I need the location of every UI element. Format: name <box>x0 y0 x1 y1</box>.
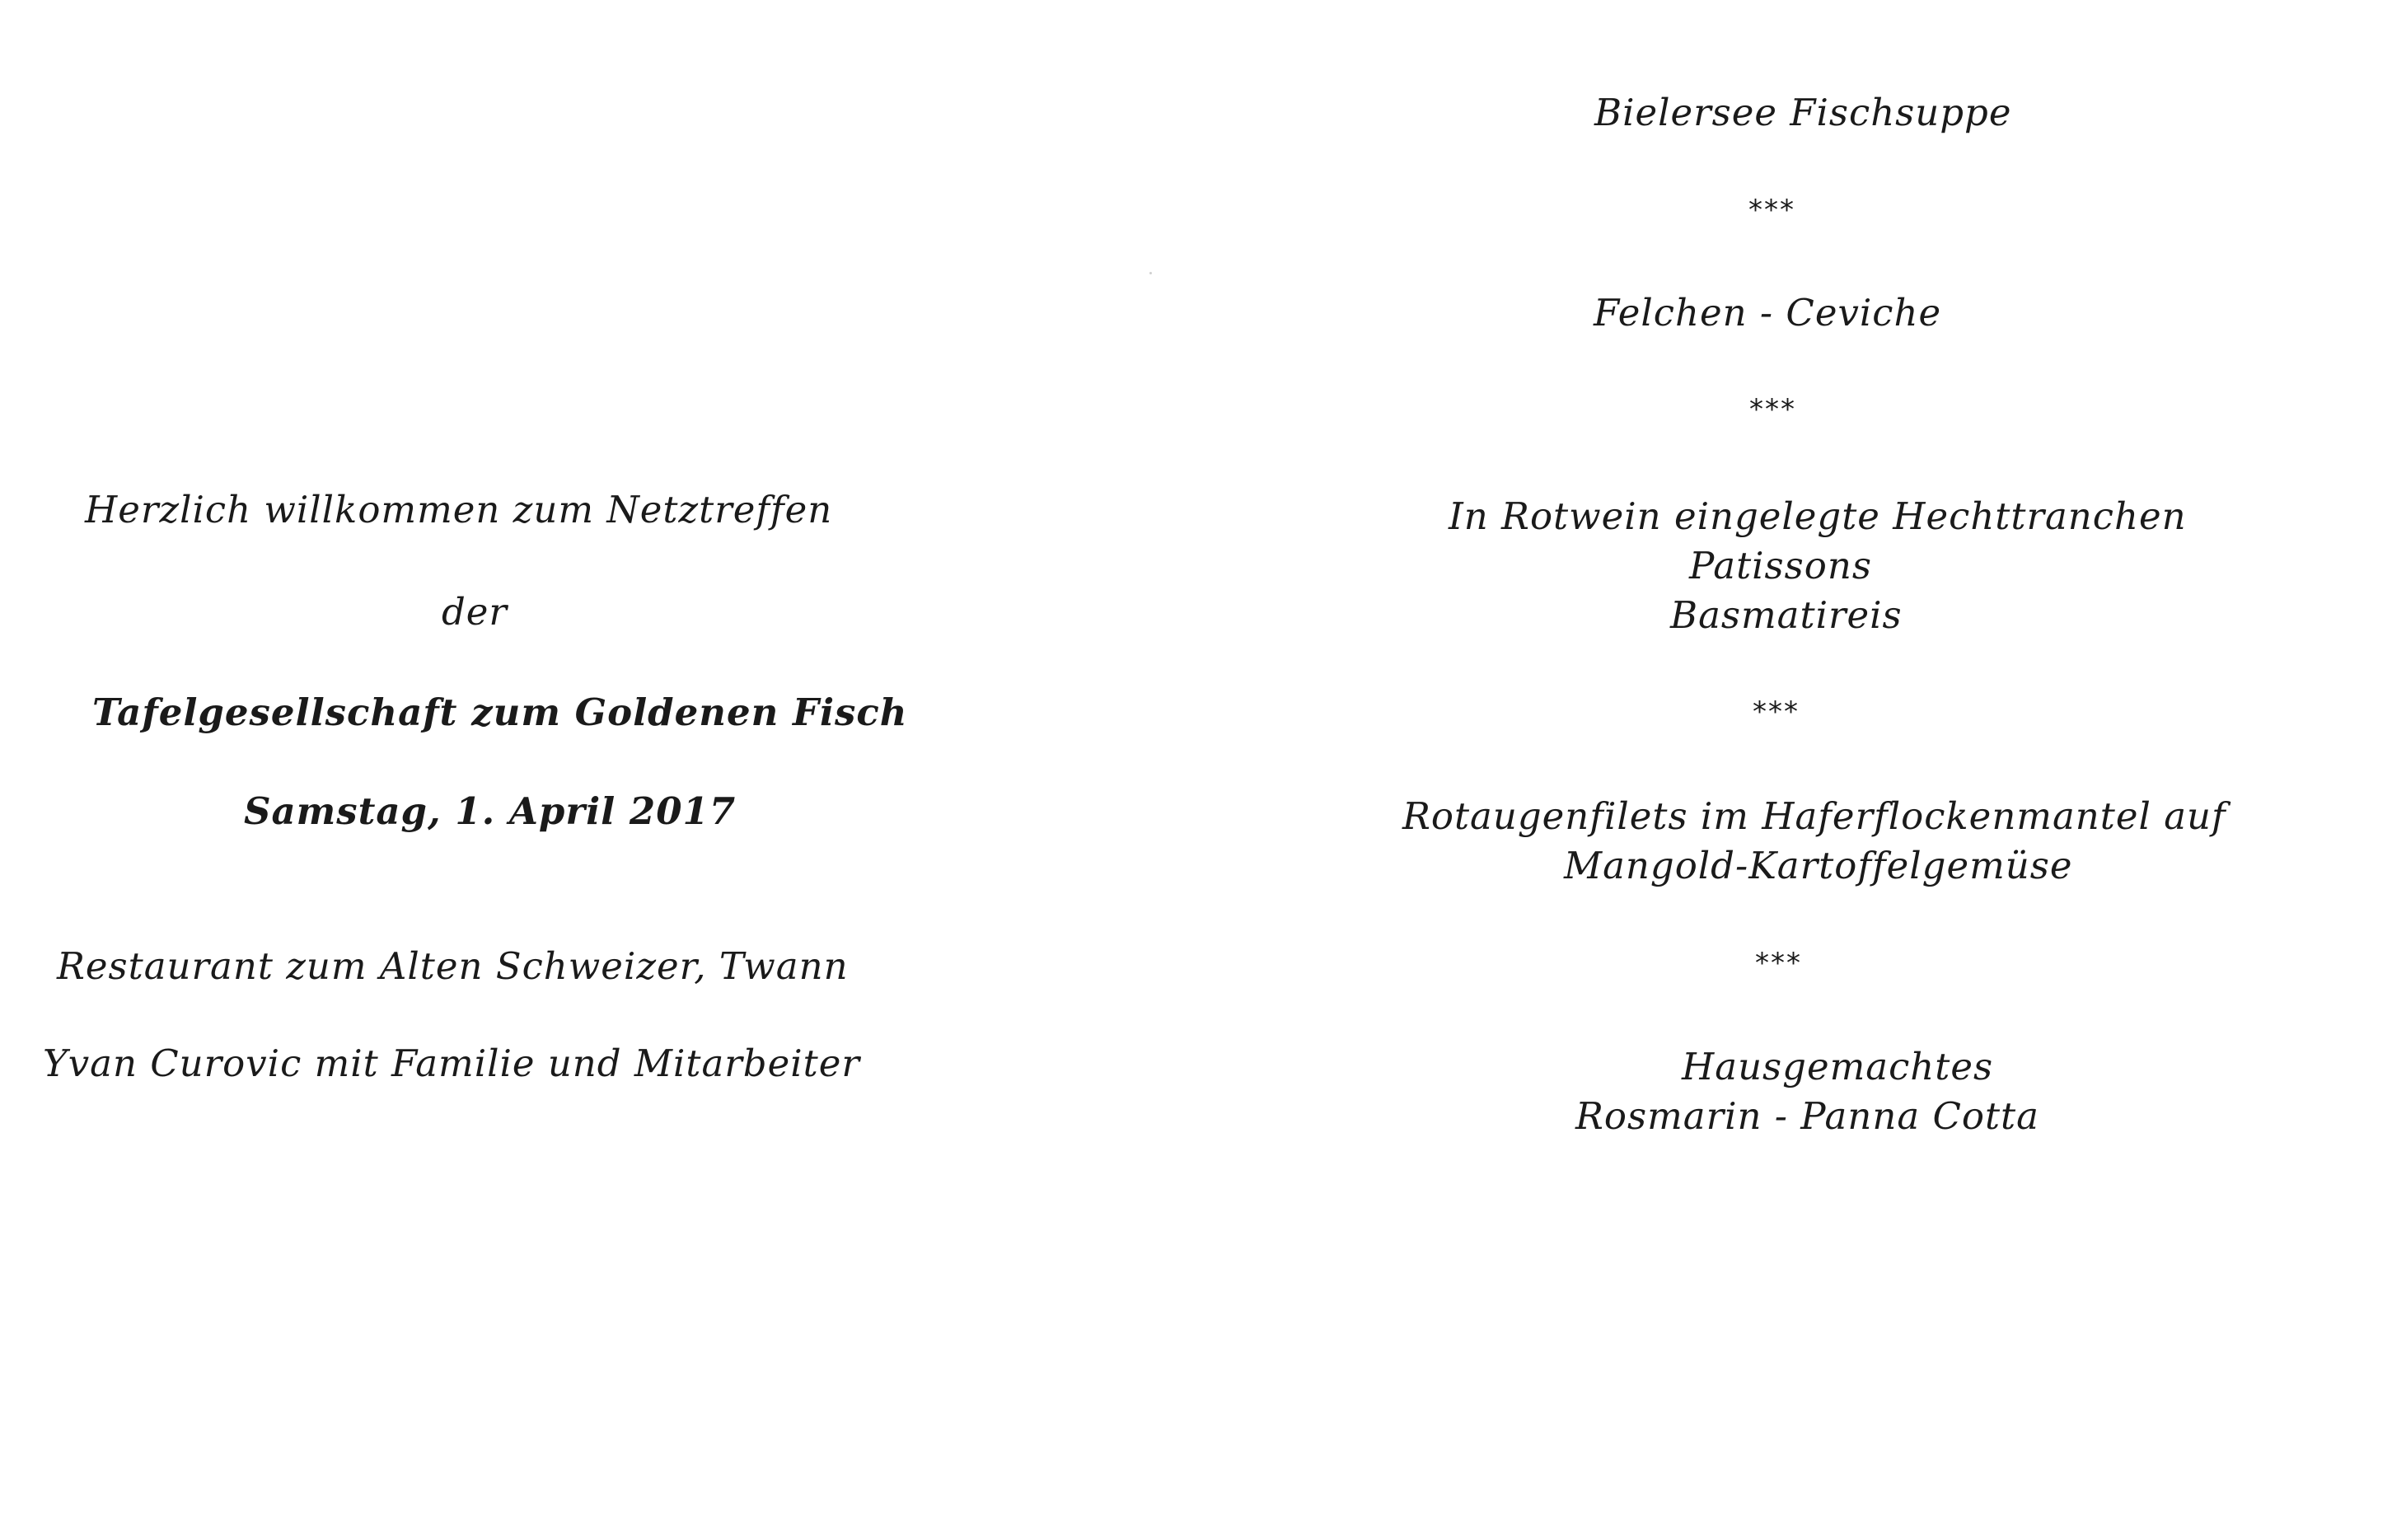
menu-page <box>1196 0 2392 1540</box>
course-3-line-3: Basmatireis <box>1670 593 1903 637</box>
society-name: Tafelgesellschaft zum Goldenen Fisch <box>92 690 908 734</box>
course-3-line-1: In Rotwein eingelegte Hechttranchen <box>1449 494 2187 538</box>
event-date: Samstag, 1. April 2017 <box>244 789 737 833</box>
course-5-line-1: Hausgemachtes <box>1682 1045 1994 1088</box>
course-3-line-2: Patissons <box>1689 544 1872 587</box>
course-4-line-1: Rotaugenfilets im Haferflockenmantel auf <box>1402 794 2226 838</box>
course-5-line-2: Rosmarin - Panna Cotta <box>1575 1094 2039 1138</box>
separator-2: *** <box>1749 393 1796 426</box>
venue-line: Restaurant zum Alten Schweizer, Twann <box>57 944 849 988</box>
course-1: Bielersee Fischsuppe <box>1594 91 2012 134</box>
hosts-line: Yvan Curovic mit Familie und Mitarbeiter <box>43 1041 860 1085</box>
course-2: Felchen - Ceviche <box>1594 291 1942 335</box>
der-line: der <box>442 590 508 634</box>
separator-3: *** <box>1753 695 1800 728</box>
separator-1: *** <box>1748 194 1795 227</box>
greeting-line: Herzlich willkommen zum Netztreffen <box>85 488 833 531</box>
separator-4: *** <box>1755 947 1802 980</box>
course-4-line-2: Mangold-Kartoffelgemüse <box>1564 844 2073 887</box>
scan-speck <box>1149 272 1152 274</box>
